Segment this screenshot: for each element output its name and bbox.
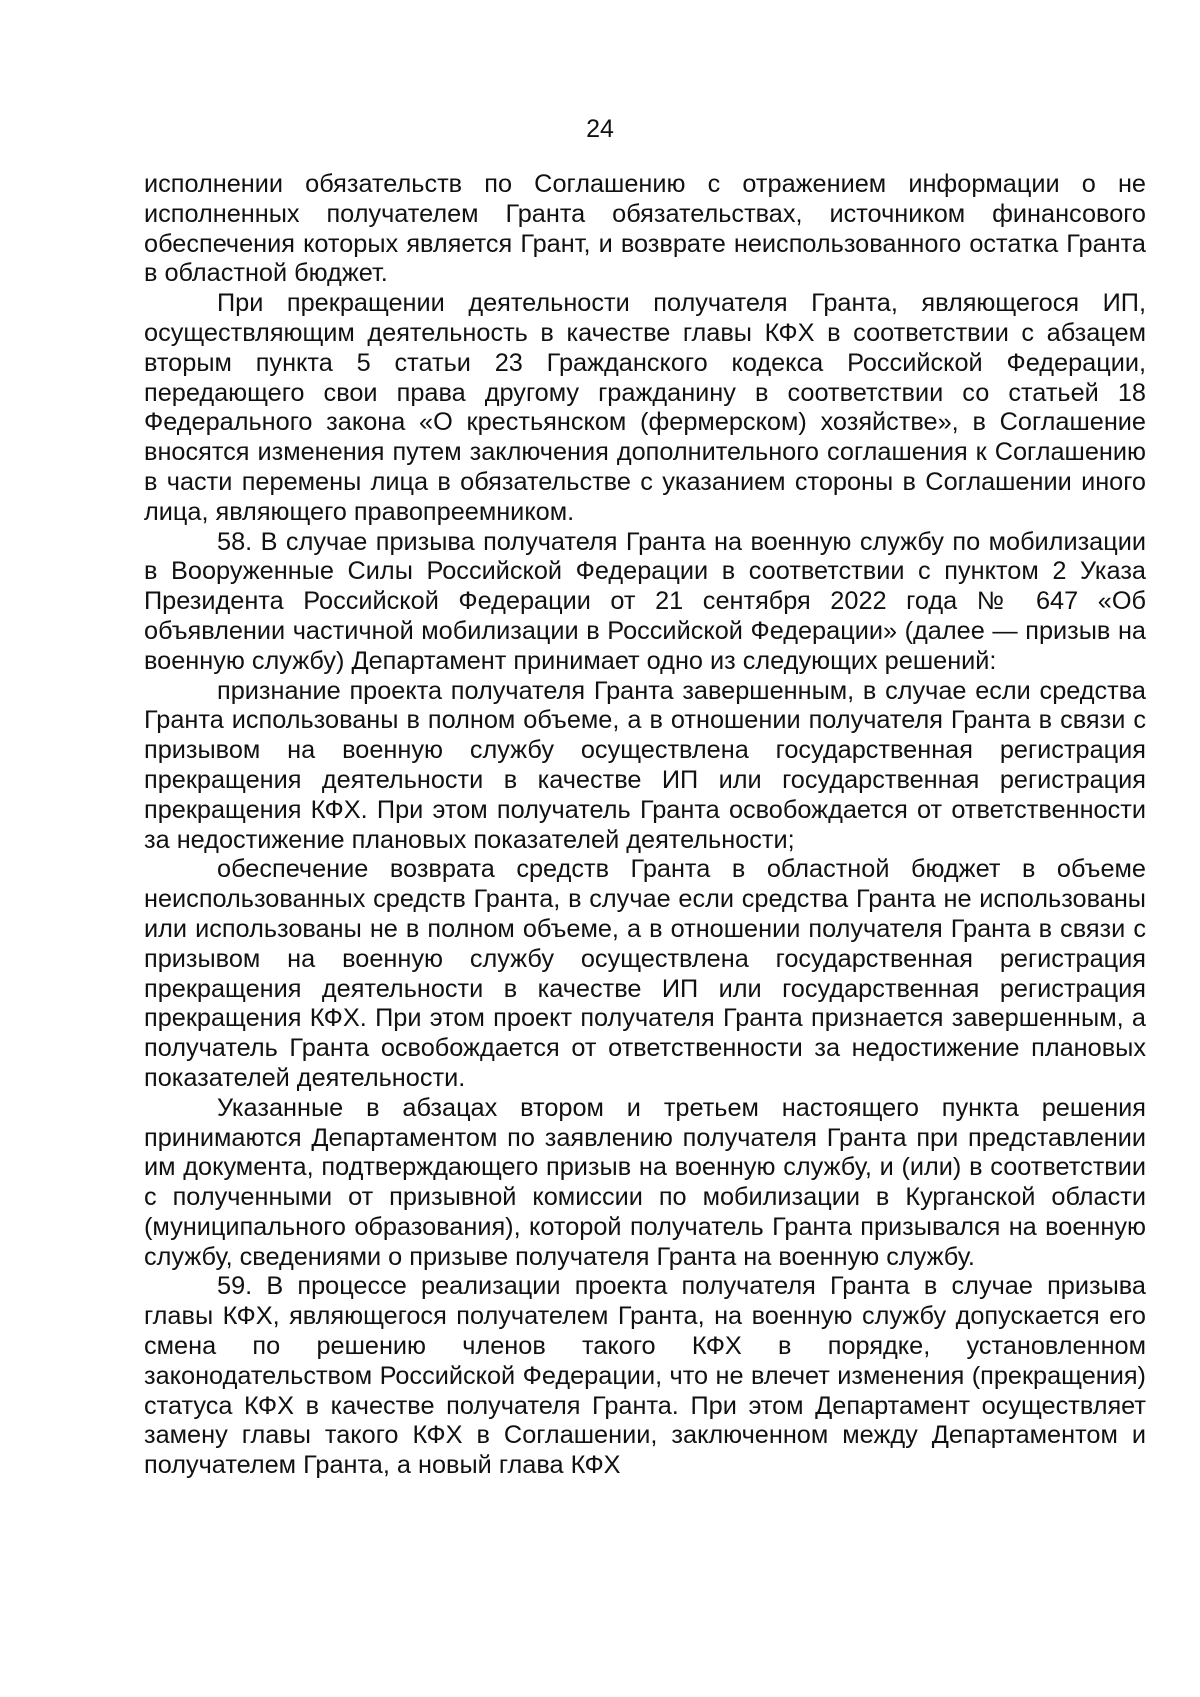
paragraph-decisions-basis: Указанные в абзацах втором и третьем настоящего пункта решения принимаются Департаментом по заявлению получателя Гранта при представлении им документа, подтверждающего призыв на военную службу, и (или) в соответствии с полученными от призывной комиссии по мобилизации в Курганской области (муниципального образования), которой получатель Гранта призывался на военную службу, сведениями о призыве получателя Гранта на военную службу. <box>144 1093 1146 1271</box>
paragraph-decision-refund: обеспечение возврата средств Гранта в областной бюджет в объеме неиспользованных средств Гранта, в случае если средства Гранта не использованы или использованы не в полном объеме, а в отношении получателя Гранта в связи с призывом на военную службу осуществлена государственная регистрация прекращения деятельности в качестве ИП или государственная регистрация прекращения КФХ. При этом проект получателя Гранта признается завершенным, а получатель Гранта освобождается от ответственности за недостижение плановых показателей деятельности. <box>144 855 1146 1092</box>
document-body <box>144 170 1146 1481</box>
paragraph-decision-completed: признание проекта получателя Гранта завершенным, в случае если средства Гранта использованы в полном объеме, а в отношении получателя Гранта в связи с призывом на военную службу осуществлена государственная регистрация прекращения деятельности в качестве ИП или государственная регистрация прекращения КФХ. При этом получатель Гранта освобождается от ответственности за недостижение плановых показателей деятельности; <box>144 676 1146 854</box>
paragraph-58: 58. В случае призыва получателя Гранта на военную службу по мобилизации в Вооруженные Силы Российской Федерации в соответствии с пунктом 2 Указа Президента Российской Федерации от 21 сентября 2022 года № 647 «Об объявлении частичной мобилизации в Российской Федерации» (далее — призыв на военную службу) Департамент принимает одно из следующих решений: <box>144 527 1146 675</box>
page-number: 24 <box>586 115 614 143</box>
paragraph-ip-termination: При прекращении деятельности получателя Гранта, являющегося ИП, осуществляющим деятельность в качестве главы КФХ в соответствии с абзацем вторым пункта 5 статьи 23 Гражданского кодекса Российской Федерации, передающего свои права другому гражданину в соответствии со статьей 18 Федерального закона «О крестьянском (фермерском) хозяйстве», в Соглашение вносятся изменения путем заключения дополнительного соглашения к Соглашению в части перемены лица в обязательстве с указанием стороны в Соглашении иного лица, являющего правопреемником. <box>144 289 1146 526</box>
paragraph-continuation: исполнении обязательств по Соглашению с отражением информации о не исполненных получателем Гранта обязательствах, источником финансового обеспечения которых является Грант, и возврате неиспользованного остатка Гранта в областной бюджет. <box>144 170 1146 288</box>
paragraph-59: 59. В процессе реализации проекта получателя Гранта в случае призыва главы КФХ, являющегося получателем Гранта, на военную службу допускается его смена по решению членов такого КФХ в порядке, установленном законодательством Российской Федерации, что не влечет изменения (прекращения) статуса КФХ в качестве получателя Гранта. При этом Департамент осуществляет замену главы такого КФХ в Соглашении, заключенном между Департаментом и получателем Гранта, а новый глава КФХ <box>144 1272 1146 1480</box>
